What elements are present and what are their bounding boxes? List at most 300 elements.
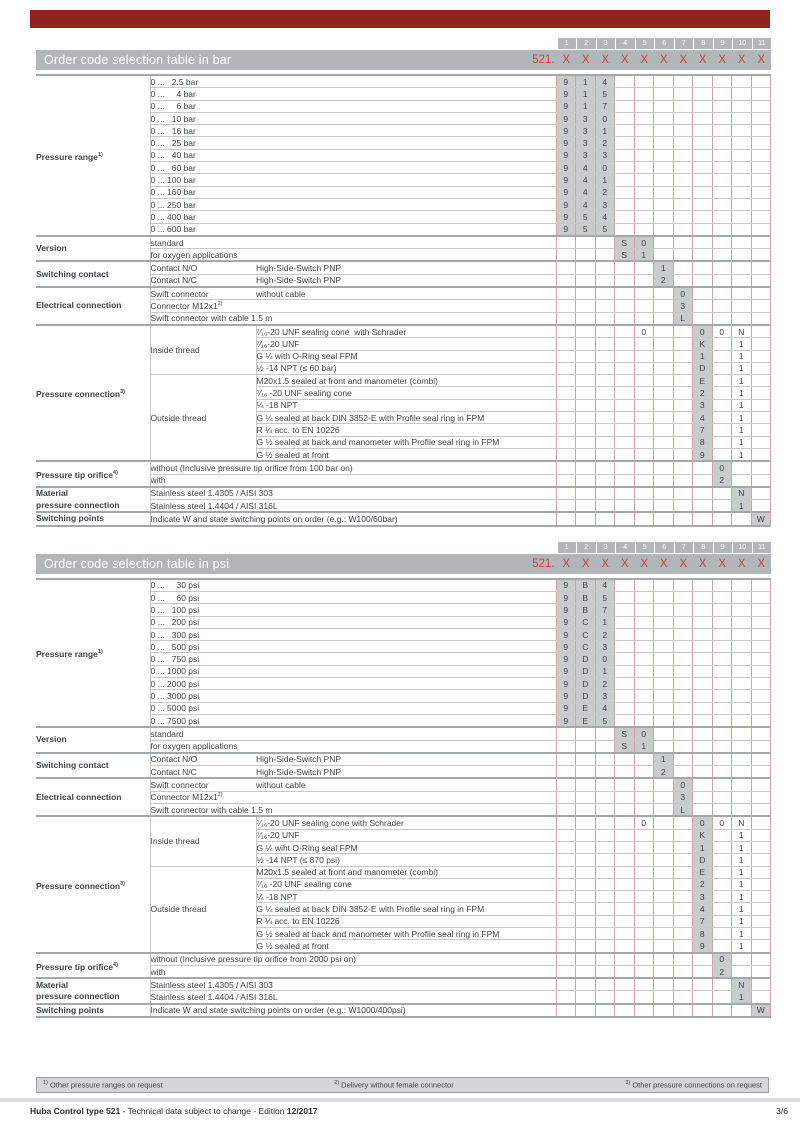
code-cell xyxy=(634,512,654,525)
code-cell: 0 xyxy=(712,953,732,966)
code-cell: 5 xyxy=(595,88,615,100)
code-cell xyxy=(673,940,693,953)
row-group-label xyxy=(36,978,150,1004)
code-cell xyxy=(634,412,654,424)
row-group-label xyxy=(36,512,150,525)
code-cell xyxy=(693,249,713,262)
code-cell xyxy=(615,424,635,436)
code-cell xyxy=(654,362,674,374)
code-cell xyxy=(576,940,596,953)
code-cell: 5 xyxy=(576,211,596,223)
code-cell: K xyxy=(693,338,713,350)
code-cell xyxy=(712,300,732,312)
code-cell: 0 xyxy=(595,162,615,174)
code-cell xyxy=(712,714,732,727)
code-column-number: 8 xyxy=(694,38,713,49)
code-cell xyxy=(712,1004,732,1017)
code-cell: 1 xyxy=(732,362,752,374)
code-cell xyxy=(595,878,615,890)
row-description: Swift connector with cable 1.5 m xyxy=(150,312,556,325)
code-cell xyxy=(556,461,576,474)
order-code-placeholders xyxy=(557,54,772,66)
table-title: Order code selection table in psi xyxy=(44,556,230,571)
code-cell xyxy=(673,702,693,714)
code-cell xyxy=(712,740,732,753)
code-cell: K xyxy=(693,829,713,841)
code-cell xyxy=(576,436,596,448)
code-cell xyxy=(654,375,674,387)
row-description: with xyxy=(150,474,556,487)
code-cell xyxy=(751,702,771,714)
code-cell xyxy=(654,88,674,100)
code-cell xyxy=(654,325,674,338)
row-description: Stainless steel 1.4404 / AISI 316L xyxy=(150,991,556,1004)
footnote-ref: 4) xyxy=(113,470,118,477)
code-cell: L xyxy=(673,312,693,325)
code-cell xyxy=(634,399,654,411)
row-group-label xyxy=(36,778,150,816)
code-cell xyxy=(693,714,713,727)
code-cell: B xyxy=(576,604,596,616)
code-cell xyxy=(712,903,732,915)
row-description: 0 ... 30 psi xyxy=(150,579,556,592)
thread-type-label: Inside thread xyxy=(150,816,256,866)
footer-middle-text: - Technical data subject to change - Edition xyxy=(120,1106,287,1116)
code-cell xyxy=(654,928,674,940)
code-cell xyxy=(732,766,752,779)
code-cell xyxy=(732,579,752,592)
row-description: with xyxy=(150,965,556,978)
code-cell: 2 xyxy=(693,387,713,399)
code-column-number: 10 xyxy=(733,542,752,553)
code-cell xyxy=(654,978,674,991)
code-cell: 1 xyxy=(595,174,615,186)
thread-type-label: Outside thread xyxy=(150,866,256,953)
code-cell xyxy=(595,915,615,927)
row-description: ⁷⁄₁₆-20 UNF sealing cone with Schrader xyxy=(256,325,556,338)
code-cell xyxy=(595,891,615,903)
code-cell xyxy=(556,261,576,274)
code-cell xyxy=(615,665,635,677)
code-cell xyxy=(654,399,674,411)
code-cell xyxy=(615,474,635,487)
code-cell xyxy=(712,412,732,424)
code-cell: 5 xyxy=(595,223,615,236)
group-label-text: Switching contact xyxy=(36,268,109,279)
order-code-prefix: 521. xyxy=(532,54,555,66)
code-cell: S xyxy=(615,727,635,740)
code-cell: 7 xyxy=(693,424,713,436)
code-cell xyxy=(556,766,576,779)
code-cell xyxy=(634,174,654,186)
row-description: 0 ... 25 bar xyxy=(150,137,556,149)
code-cell xyxy=(634,1004,654,1017)
code-cell xyxy=(732,702,752,714)
code-cell xyxy=(634,100,654,112)
code-column-number: 10 xyxy=(733,38,752,49)
code-cell xyxy=(751,778,771,791)
code-cell xyxy=(751,628,771,640)
code-cell xyxy=(576,300,596,312)
code-cell xyxy=(732,665,752,677)
table-row xyxy=(36,487,771,500)
code-cell xyxy=(751,616,771,628)
footnote-3-sup: 3) xyxy=(625,1080,631,1087)
code-cell: 8 xyxy=(693,436,713,448)
row-description: G ½ sealed at back and manometer with Profile seal ring in FPM xyxy=(256,436,556,448)
code-cell: 7 xyxy=(595,604,615,616)
row-description: 0 ... 2000 psi xyxy=(150,678,556,690)
code-cell xyxy=(595,991,615,1004)
code-cell xyxy=(732,641,752,653)
code-cell xyxy=(673,112,693,124)
row-group-label xyxy=(36,727,150,753)
code-cell: 9 xyxy=(556,88,576,100)
code-cell: 9 xyxy=(556,137,576,149)
code-cell xyxy=(654,953,674,966)
code-cell xyxy=(615,436,635,448)
code-cell xyxy=(751,665,771,677)
code-cell xyxy=(751,641,771,653)
group-label-text: Pressure range$^{1)}$ xyxy=(36,151,103,162)
code-cell xyxy=(595,274,615,287)
code-cell xyxy=(693,474,713,487)
code-cell xyxy=(732,791,752,803)
row-description: 0 ... 4 bar xyxy=(150,88,556,100)
code-cell xyxy=(595,740,615,753)
code-cell xyxy=(751,125,771,137)
code-cell: 1 xyxy=(732,350,752,362)
code-cell xyxy=(634,903,654,915)
code-cell xyxy=(634,300,654,312)
code-cell xyxy=(634,125,654,137)
code-cell xyxy=(556,487,576,500)
code-cell xyxy=(634,841,654,853)
code-cell xyxy=(595,866,615,878)
code-cell xyxy=(673,965,693,978)
row-group-label xyxy=(36,579,150,728)
code-cell: 9 xyxy=(556,653,576,665)
code-cell: 0 xyxy=(634,325,654,338)
code-cell xyxy=(556,778,576,791)
code-cell xyxy=(654,448,674,461)
code-placeholder-x: X xyxy=(601,557,610,570)
row-description: Stainless steel 1.4305 / AISI 303 xyxy=(150,487,556,500)
code-cell xyxy=(751,312,771,325)
code-cell xyxy=(556,753,576,766)
code-cell: 0 xyxy=(634,236,654,249)
code-cell xyxy=(673,891,693,903)
table-row xyxy=(36,325,771,338)
code-cell xyxy=(576,325,596,338)
code-cell: 9 xyxy=(556,591,576,603)
code-cell xyxy=(673,727,693,740)
code-cell xyxy=(673,512,693,525)
code-cell xyxy=(751,487,771,500)
code-cell: 0 xyxy=(693,816,713,829)
code-cell xyxy=(712,978,732,991)
code-cell xyxy=(615,714,635,727)
code-cell xyxy=(615,487,635,500)
code-cell xyxy=(751,766,771,779)
code-cell xyxy=(634,112,654,124)
code-cell xyxy=(595,854,615,866)
code-cell xyxy=(654,1004,674,1017)
code-cell xyxy=(712,338,732,350)
code-cell: 1 xyxy=(634,249,654,262)
code-cell xyxy=(615,399,635,411)
code-cell xyxy=(732,604,752,616)
code-cell: 2 xyxy=(712,965,732,978)
row-description: 0 ... 60 bar xyxy=(150,162,556,174)
code-cell: 9 xyxy=(693,940,713,953)
code-placeholder-x: X xyxy=(581,557,590,570)
code-cell xyxy=(615,829,635,841)
code-cell xyxy=(634,690,654,702)
code-cell: 0 xyxy=(673,778,693,791)
code-cell xyxy=(634,387,654,399)
footer-text xyxy=(30,1106,318,1116)
code-placeholder-x: X xyxy=(679,557,688,570)
code-cell xyxy=(673,236,693,249)
code-cell: 4 xyxy=(576,198,596,210)
code-cell xyxy=(751,261,771,274)
code-cell xyxy=(556,829,576,841)
code-cell: 1 xyxy=(732,866,752,878)
code-cell xyxy=(712,804,732,817)
code-cell xyxy=(673,591,693,603)
code-cell xyxy=(751,928,771,940)
code-cell: 4 xyxy=(595,211,615,223)
code-cell xyxy=(673,261,693,274)
row-description: 0 ... 160 bar xyxy=(150,186,556,198)
code-cell xyxy=(654,854,674,866)
row-description: ⁷⁄₁₆ -20 UNF sealing cone xyxy=(256,387,556,399)
code-cell xyxy=(576,766,596,779)
code-cell xyxy=(556,274,576,287)
code-cell xyxy=(693,804,713,817)
code-cell xyxy=(751,604,771,616)
thread-type-label: Inside thread xyxy=(150,325,256,375)
code-cell xyxy=(634,791,654,803)
code-cell xyxy=(654,778,674,791)
code-cell xyxy=(673,641,693,653)
code-cell xyxy=(595,940,615,953)
code-cell xyxy=(615,448,635,461)
code-cell xyxy=(654,727,674,740)
code-cell xyxy=(732,312,752,325)
code-cell xyxy=(634,604,654,616)
code-cell xyxy=(615,312,635,325)
code-cell xyxy=(751,915,771,927)
row-description: G ½ sealed at back and manometer with Profile seal ring in FPM xyxy=(256,928,556,940)
code-cell xyxy=(673,174,693,186)
code-cell xyxy=(712,604,732,616)
code-cell: 2 xyxy=(654,766,674,779)
code-cell xyxy=(673,816,693,829)
code-cell xyxy=(693,75,713,88)
code-cell xyxy=(654,125,674,137)
code-cell xyxy=(732,186,752,198)
code-cell xyxy=(751,678,771,690)
code-cell xyxy=(615,325,635,338)
code-cell xyxy=(712,350,732,362)
footnote-ref: 2) xyxy=(217,792,223,799)
code-cell xyxy=(751,300,771,312)
code-cell xyxy=(732,690,752,702)
code-cell xyxy=(751,841,771,853)
code-cell: 1 xyxy=(732,829,752,841)
code-cell xyxy=(673,474,693,487)
code-cell xyxy=(673,579,693,592)
code-cell xyxy=(634,978,654,991)
footnote-2-sup: 2) xyxy=(334,1080,340,1087)
row-description: 0 ... 100 psi xyxy=(150,604,556,616)
code-placeholder-x: X xyxy=(562,557,571,570)
code-cell xyxy=(751,891,771,903)
code-cell xyxy=(615,274,635,287)
footnote-ref: 2) xyxy=(217,301,223,308)
code-cell xyxy=(693,641,713,653)
code-cell xyxy=(712,137,732,149)
code-cell xyxy=(615,928,635,940)
code-cell xyxy=(615,174,635,186)
row-description: 0 ... 100 bar xyxy=(150,174,556,186)
code-cell xyxy=(556,841,576,853)
row-description: standard xyxy=(150,236,556,249)
code-cell xyxy=(576,375,596,387)
code-cell xyxy=(654,891,674,903)
code-cell xyxy=(751,500,771,513)
code-cell xyxy=(634,616,654,628)
code-cell xyxy=(556,854,576,866)
code-cell xyxy=(615,287,635,300)
code-cell xyxy=(615,778,635,791)
code-cell xyxy=(751,991,771,1004)
code-cell xyxy=(654,487,674,500)
code-cell xyxy=(751,325,771,338)
code-cell xyxy=(634,940,654,953)
code-cell: 1 xyxy=(595,616,615,628)
code-cell xyxy=(654,665,674,677)
code-cell xyxy=(576,753,596,766)
table-row xyxy=(36,461,771,474)
code-cell xyxy=(654,915,674,927)
code-cell xyxy=(634,223,654,236)
row-description: 0 ... 400 bar xyxy=(150,211,556,223)
code-cell xyxy=(576,236,596,249)
code-cell: 3 xyxy=(693,891,713,903)
code-cell xyxy=(634,766,654,779)
code-cell xyxy=(693,500,713,513)
code-cell: 9 xyxy=(556,112,576,124)
code-cell: 0 xyxy=(634,816,654,829)
code-cell xyxy=(693,300,713,312)
row-group-label xyxy=(36,487,150,513)
code-cell xyxy=(673,616,693,628)
code-column-number: 3 xyxy=(597,38,616,49)
footnote-ref: 3) xyxy=(120,880,125,887)
code-cell xyxy=(556,791,576,803)
code-cell xyxy=(634,186,654,198)
code-cell xyxy=(556,903,576,915)
code-cell: 3 xyxy=(595,149,615,161)
code-cell: 9 xyxy=(556,100,576,112)
code-cell xyxy=(595,300,615,312)
code-cell: S xyxy=(615,236,635,249)
code-cell xyxy=(751,88,771,100)
code-cell xyxy=(673,766,693,779)
code-cell xyxy=(751,727,771,740)
code-cell xyxy=(634,474,654,487)
code-cell: W xyxy=(751,512,771,525)
code-cell xyxy=(595,375,615,387)
code-cell xyxy=(556,300,576,312)
code-cell xyxy=(654,424,674,436)
code-cell xyxy=(654,678,674,690)
code-cell xyxy=(634,854,654,866)
code-cell xyxy=(732,261,752,274)
code-cell xyxy=(751,162,771,174)
code-cell xyxy=(576,791,596,803)
code-cell: 1 xyxy=(732,448,752,461)
code-cell: 9 xyxy=(556,125,576,137)
code-cell: 3 xyxy=(595,198,615,210)
row-description: without cable xyxy=(256,287,556,300)
code-cell xyxy=(693,579,713,592)
code-cell xyxy=(654,387,674,399)
code-cell xyxy=(693,274,713,287)
code-cell xyxy=(615,579,635,592)
code-cell: 1 xyxy=(576,100,596,112)
code-cell: 0 xyxy=(634,727,654,740)
code-cell xyxy=(654,249,674,262)
code-cell xyxy=(615,198,635,210)
code-cell xyxy=(615,112,635,124)
code-cell xyxy=(712,274,732,287)
code-cell: 2 xyxy=(595,186,615,198)
code-cell xyxy=(732,965,752,978)
code-cell: N xyxy=(732,978,752,991)
code-cell xyxy=(712,75,732,88)
code-cell xyxy=(712,174,732,186)
code-cell xyxy=(556,727,576,740)
code-cell xyxy=(673,162,693,174)
code-cell xyxy=(576,829,596,841)
code-cell xyxy=(615,137,635,149)
code-cell xyxy=(751,978,771,991)
code-cell xyxy=(712,653,732,665)
page-number: 3/6 xyxy=(776,1106,788,1116)
code-column-number: 8 xyxy=(694,542,713,553)
code-cell xyxy=(712,641,732,653)
code-cell xyxy=(693,791,713,803)
code-cell: 1 xyxy=(576,75,596,88)
group-label-text: pressure connection xyxy=(36,990,120,1001)
code-cell xyxy=(751,816,771,829)
code-cell xyxy=(673,500,693,513)
code-cell xyxy=(673,487,693,500)
code-cell xyxy=(712,915,732,927)
row-group-label xyxy=(36,325,150,461)
code-cell xyxy=(615,149,635,161)
code-cell xyxy=(654,211,674,223)
code-cell xyxy=(712,940,732,953)
code-cell: 4 xyxy=(693,903,713,915)
code-cell xyxy=(693,965,713,978)
code-cell: 3 xyxy=(673,791,693,803)
row-group-label xyxy=(36,236,150,262)
